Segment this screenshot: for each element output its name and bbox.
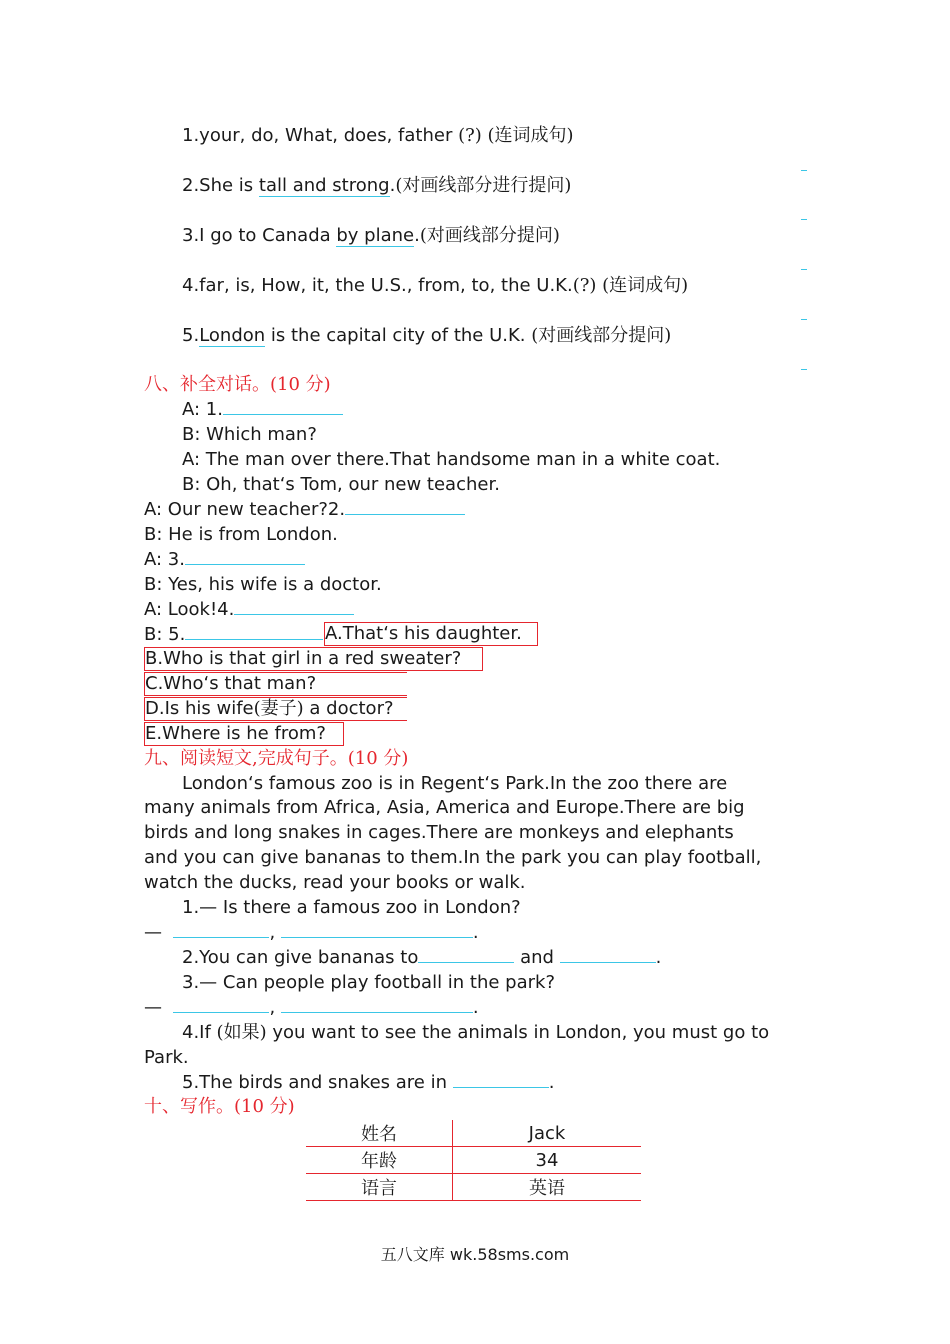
margin-mark [801, 319, 807, 320]
underlined-phrase: by plane [336, 225, 415, 246]
s7-question-2: 2.She is tall and strong.(对画线部分进行提问) [182, 175, 572, 196]
answer-blank[interactable] [234, 598, 354, 615]
option-d: D.Is his wife(妻子) a doctor? [144, 697, 407, 721]
dialog-line-6: B: He is from London. [144, 524, 338, 545]
passage-line: London‘s famous zoo is in Regent‘s Park.In the zoo there are [182, 773, 728, 794]
table-value: 34 [453, 1147, 642, 1174]
answer-blank[interactable] [185, 548, 305, 565]
answer-blank[interactable] [223, 398, 343, 415]
underlined-phrase: London [199, 325, 266, 346]
answer-blank[interactable] [281, 921, 473, 938]
reading-question-3: 3.— Can people play football in the park? [182, 972, 556, 993]
s7-question-4: 4.far, is, How, it, the U.S., from, to, the U.K.(?) (连词成句) [182, 275, 689, 296]
reading-question-4-cont: Park. [144, 1047, 189, 1068]
table-key: 年龄 [306, 1147, 453, 1174]
dialog-line-2: B: Which man? [182, 424, 317, 445]
table-row [306, 1174, 641, 1201]
option-b: B.Who is that girl in a red sweater? [144, 647, 483, 671]
section-10-title: 十、写作。(10 分) [144, 1096, 295, 1117]
reading-question-5: 5.The birds and snakes are in . [182, 1072, 555, 1093]
info-table [306, 1120, 641, 1201]
table-key: 姓名 [306, 1120, 453, 1147]
reading-answer-3: — , . [144, 997, 479, 1018]
margin-mark [801, 269, 807, 270]
dialog-line-7: A: 3. [144, 548, 305, 572]
answer-blank[interactable] [185, 623, 323, 640]
underlined-phrase: tall and strong [258, 175, 390, 196]
answer-blank[interactable] [560, 946, 656, 963]
reading-question-2: 2.You can give bananas to and . [182, 947, 662, 968]
table-row [306, 1120, 641, 1147]
passage-line: watch the ducks, read your books or walk. [144, 872, 526, 893]
dialog-line-1: A: 1. [182, 398, 343, 422]
table-key: 语言 [306, 1174, 453, 1201]
option-e: E.Where is he from? [144, 722, 344, 746]
answer-blank[interactable] [281, 996, 473, 1013]
section-9-title: 九、阅读短文,完成句子。(10 分) [144, 748, 409, 769]
reading-question-1: 1.— Is there a famous zoo in London? [182, 897, 521, 918]
reading-question-4: 4.If (如果) you want to see the animals in London, you must go to [182, 1022, 770, 1043]
margin-mark [801, 219, 807, 220]
margin-mark [801, 170, 807, 171]
table-row [306, 1147, 641, 1174]
dialog-line-8: B: Yes, his wife is a doctor. [144, 574, 382, 595]
dialog-line-5: A: Our new teacher?2. [144, 498, 465, 522]
dialog-line-3: A: The man over there.That handsome man in a white coat. [182, 449, 721, 470]
passage-line: many animals from Africa, Asia, America and Europe.There are big [144, 797, 745, 818]
option-c: C.Who‘s that man? [144, 672, 407, 696]
dialog-line-10: B: 5. [144, 623, 323, 647]
table-value: 英语 [453, 1174, 642, 1201]
dialog-line-4: B: Oh, that‘s Tom, our new teacher. [182, 474, 500, 495]
footer-watermark: 五八文库 wk.58sms.com [380, 1245, 570, 1264]
s7-question-5: 5.London is the capital city of the U.K. (对画线部分提问) [182, 325, 672, 346]
s7-question-3: 3.I go to Canada by plane.(对画线部分提问) [182, 225, 560, 246]
reading-answer-1: — , . [144, 922, 479, 943]
answer-blank[interactable] [173, 921, 269, 938]
answer-blank[interactable] [173, 996, 269, 1013]
s7-question-1: 1.your, do, What, does, father (?) (连词成句) [182, 125, 574, 146]
passage-line: birds and long snakes in cages.There are monkeys and elephants [144, 822, 734, 843]
option-a: A.That‘s his daughter. [324, 622, 538, 646]
dialog-line-9: A: Look!4. [144, 598, 354, 622]
passage-line: and you can give bananas to them.In the park you can play football, [144, 847, 762, 868]
margin-mark [801, 369, 807, 370]
table-value: Jack [453, 1120, 642, 1147]
answer-blank[interactable] [345, 498, 465, 515]
answer-blank[interactable] [453, 1071, 549, 1088]
answer-blank[interactable] [418, 946, 514, 963]
section-8-title: 八、补全对话。(10 分) [144, 374, 331, 395]
